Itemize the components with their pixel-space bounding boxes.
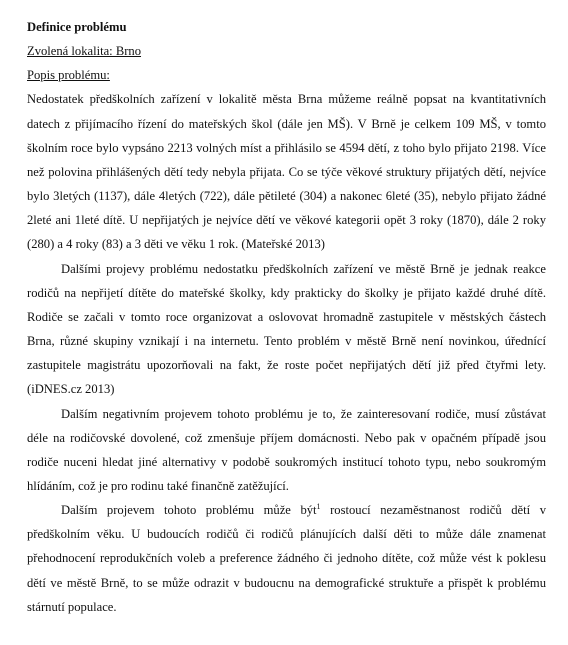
section-heading: Definice problému	[27, 20, 127, 34]
paragraph-2: Dalšími projevy problému nedostatku předškolních zařízení ve městě Brně je jednak reakce rodičů na nepřijetí dítěte do mateřské školky, kdy prakticky do školky je přijato každé druhé dítě. Rodiče se začali v tomto roce organizovat a oslovovat hromadně zastupitele v městských částech Brna, různé skupiny vznikají i na internetu. Tento problém v městě Brně není novinkou, úřednící zastupitele magistrátu upozorňovali na fakt, že roste počet nepřijatých dětí již před čtyřmi lety. (iDNES.cz 2013)	[27, 261, 546, 397]
paragraph-3: Dalším negativním projevem tohoto problému je to, že zainteresovaní rodiče, musí zůstávat déle na rodičovské dovolené, což zmenšuje příjem domácnosti. Nebo pak v opačném případě jsou rodiče nuceni hledat jiné alternativy v podobě soukromých institucí tohoto typu, nebo soukromým hlídáním, což je pro rodinu také finančně zatěžující.	[27, 406, 546, 493]
paragraph-4-start: Dalším projevem tohoto problému může být	[61, 503, 317, 518]
locality-label: Zvolená lokalita: Brno	[27, 44, 142, 59]
paragraph-4-rest: rostoucí nezaměstnanost rodičů dětí v předškolním věku. U budoucích rodičů či rodičů plánujících další děti to může dále znamenat přehodnocení reprodukčních voleb a preference žádného či jednoho dítěte, což může vést k poklesu dětí ve městě Brně, to se může odrazit v budoucnu na demografické struktuře a přispět k problému stárnutí populace.	[27, 503, 546, 614]
problem-description-label: Popis problému:	[27, 68, 110, 83]
paragraph-4	[27, 498, 546, 619]
footnote-marker: 1	[316, 501, 321, 511]
paragraph-1: Nedostatek předškolních zařízení v lokalitě města Brna můžeme reálně popsat na kvantitativních datech z přijímacího řízení do mateřských škol (dále jen MŠ). V Brně je celkem 109 MŠ, v tomto školním roce bylo vypsáno 2213 volných míst a přihlásilo se 4594 dětí, z toho bylo přijato 2198. Více než polovina přihlášených dětí tedy nebyla přijata. Co se týče věkové struktury přijatých dětí, nejvíce bylo 3letých (1137), dále 4letých (722), dále pětileté (304) a nakonec 6leté (35), nebylo přijato žádné 2leté ani 1leté dítě. U nepřijatých je nejvíce dětí ve věkové kategorii opět 3 roky (1870), dále 2 roky (280) a 4 roky (83) a 3 děti ve věku 1 rok. (Mateřské 2013)	[27, 92, 546, 252]
